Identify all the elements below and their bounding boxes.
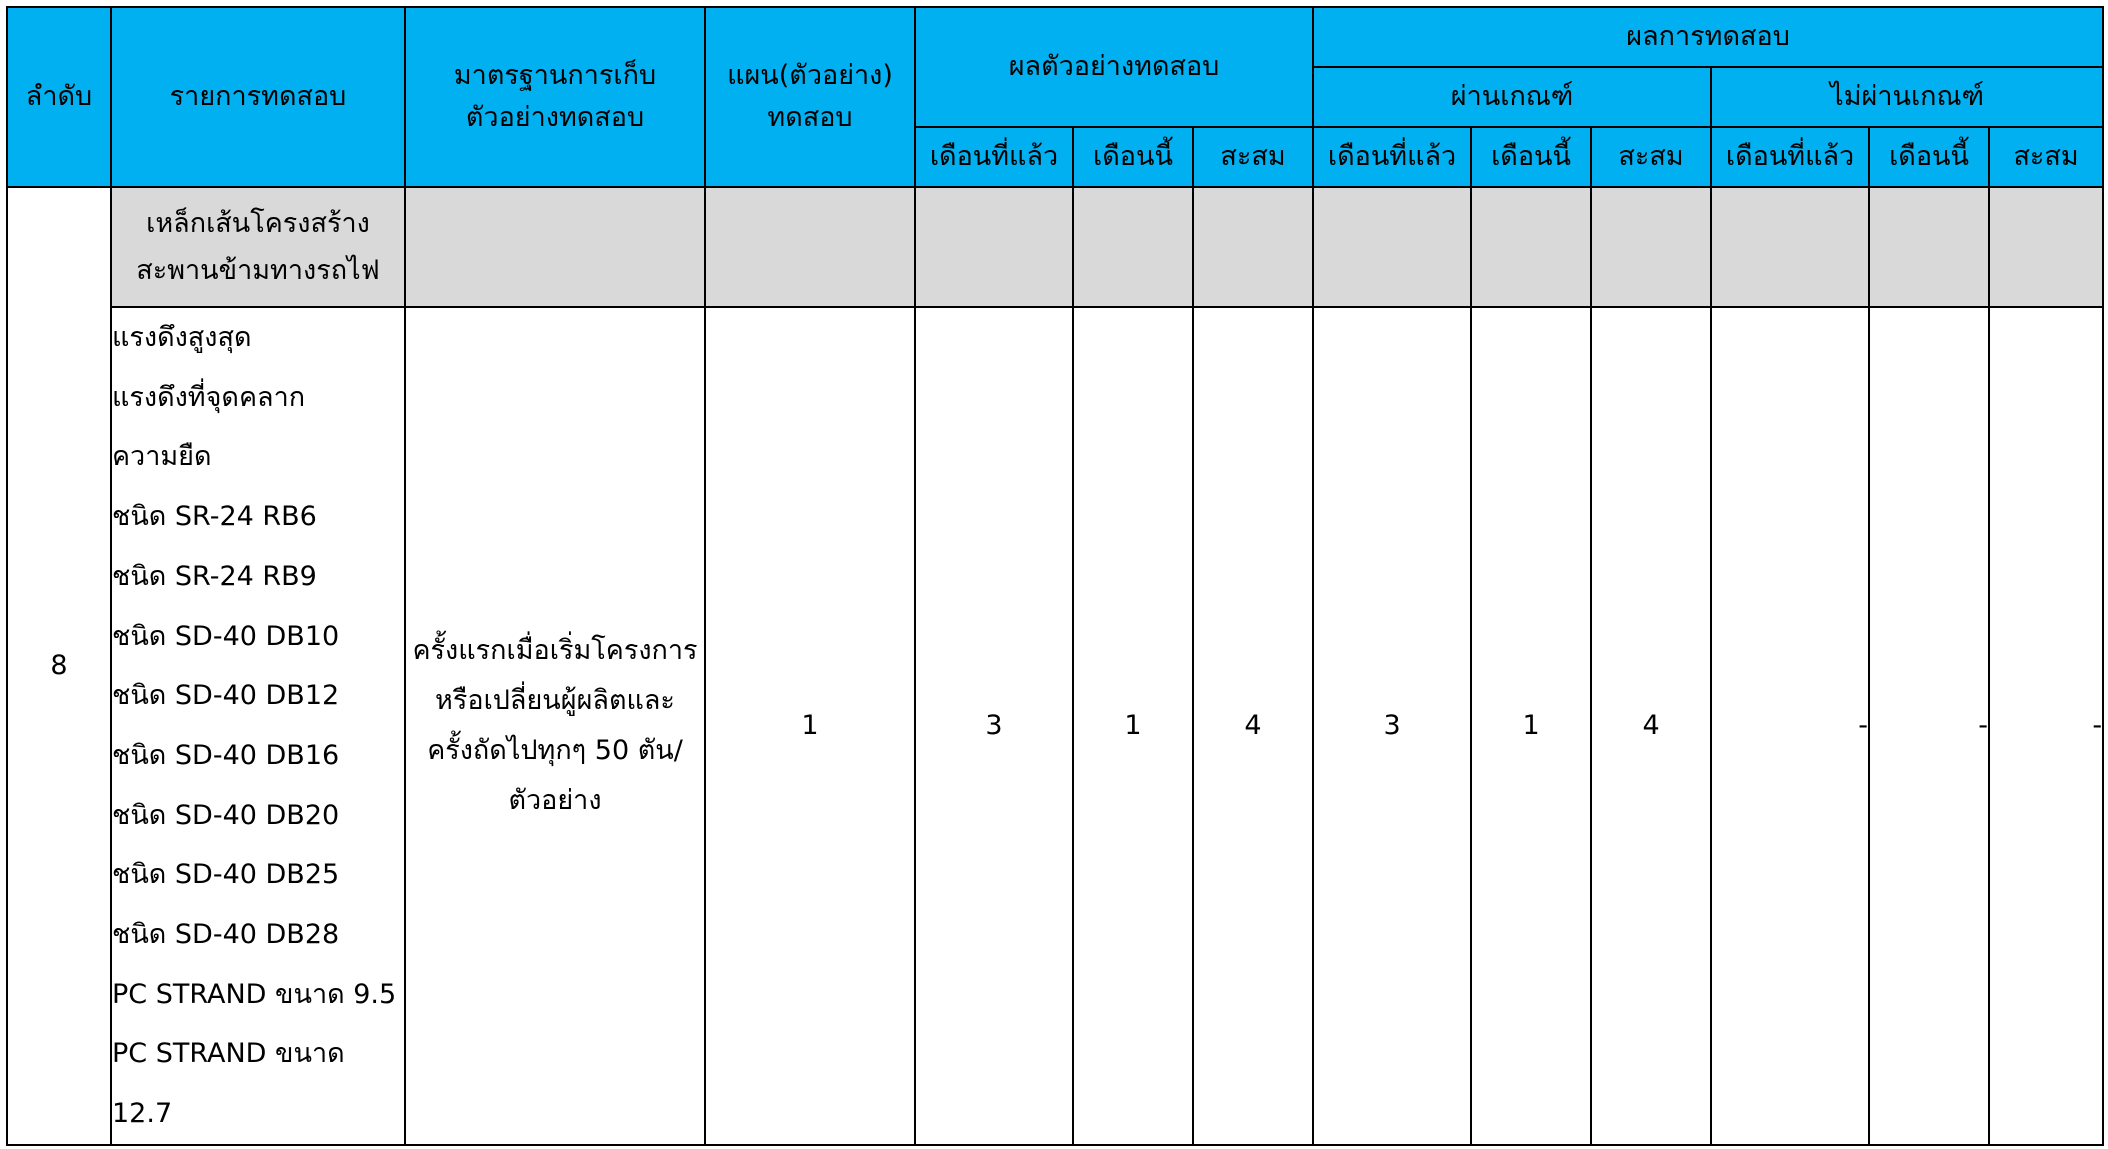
list-item: ชนิด SR-24 RB9	[112, 560, 317, 592]
row-subtitle: เหล็กเส้นโครงสร้าง สะพานข้ามทางรถไฟ	[111, 187, 405, 307]
header-test-results: ผลการทดสอบ	[1313, 7, 2103, 67]
header-test-item: รายการทดสอบ	[111, 7, 405, 187]
header-fail: ไม่ผ่านเกณฑ์	[1711, 67, 2103, 127]
sampling-standard-text: ครั้งแรกเมื่อเริ่มโครงการ หรือเปลี่ยนผู้ผลิตและ ครั้งถัดไปทุกๆ 50 ตัน/ ตัวอย่าง	[405, 307, 705, 1145]
header-sample-last-month: เดือนที่แล้ว	[915, 127, 1073, 187]
sample-cumulative-value: 4	[1193, 307, 1313, 1145]
header-row-1	[7, 7, 2103, 67]
pass-cumulative-value: 4	[1591, 307, 1711, 1145]
header-sample-results: ผลตัวอย่างทดสอบ	[915, 7, 1313, 127]
empty-cell	[1989, 187, 2103, 307]
list-item: ชนิด SD-40 DB28	[112, 919, 340, 951]
header-fail-cumulative: สะสม	[1989, 127, 2103, 187]
list-item: ชนิด SR-24 RB6	[112, 501, 317, 533]
list-item: ชนิด SD-40 DB25	[112, 859, 340, 891]
header-sample-cumulative: สะสม	[1193, 127, 1313, 187]
header-fail-this-month: เดือนนี้	[1869, 127, 1989, 187]
test-results-table	[6, 6, 2104, 1146]
header-sample-this-month: เดือนนี้	[1073, 127, 1193, 187]
empty-cell	[1073, 187, 1193, 307]
empty-cell	[1591, 187, 1711, 307]
plan-value: 1	[705, 307, 915, 1145]
table-row-main	[7, 307, 2103, 1145]
empty-cell	[1869, 187, 1989, 307]
list-item: ชนิด SD-40 DB12	[112, 680, 340, 712]
list-item: PC STRAND ขนาด 9.5	[112, 978, 397, 1010]
header-test-plan: แผน(ตัวอย่าง) ทดสอบ	[705, 7, 915, 187]
list-item: แรงดึงสูงสุด	[112, 322, 252, 353]
header-fail-last-month: เดือนที่แล้ว	[1711, 127, 1869, 187]
list-item: ความยืด	[112, 441, 212, 473]
header-pass-this-month: เดือนนี้	[1471, 127, 1591, 187]
empty-cell	[1471, 187, 1591, 307]
header-sampling-standard: มาตรฐานการเก็บ ตัวอย่างทดสอบ	[405, 7, 705, 187]
fail-cumulative-value: -	[1989, 307, 2103, 1145]
header-pass: ผ่านเกณฑ์	[1313, 67, 1711, 127]
empty-cell	[405, 187, 705, 307]
pass-last-month-value: 3	[1313, 307, 1471, 1145]
test-item-list	[111, 307, 405, 1145]
fail-this-month-value: -	[1869, 307, 1989, 1145]
header-pass-cumulative: สะสม	[1591, 127, 1711, 187]
table-row-subtitle	[7, 187, 2103, 307]
empty-cell	[1711, 187, 1869, 307]
empty-cell	[915, 187, 1073, 307]
list-item: 12.7	[112, 1098, 173, 1130]
list-item: ชนิด SD-40 DB16	[112, 739, 340, 771]
sample-last-month-value: 3	[915, 307, 1073, 1145]
sample-this-month-value: 1	[1073, 307, 1193, 1145]
fail-last-month-value: -	[1711, 307, 1869, 1145]
list-item: ชนิด SD-40 DB20	[112, 799, 340, 831]
header-pass-last-month: เดือนที่แล้ว	[1313, 127, 1471, 187]
empty-cell	[1313, 187, 1471, 307]
header-seq: ลำดับ	[7, 7, 111, 187]
list-item: ชนิด SD-40 DB10	[112, 620, 340, 652]
list-item: PC STRAND ขนาด	[112, 1038, 345, 1070]
empty-cell	[705, 187, 915, 307]
row-seq: 8	[7, 187, 111, 1145]
empty-cell	[1193, 187, 1313, 307]
pass-this-month-value: 1	[1471, 307, 1591, 1145]
list-item: แรงดึงที่จุดคลาก	[112, 381, 306, 413]
